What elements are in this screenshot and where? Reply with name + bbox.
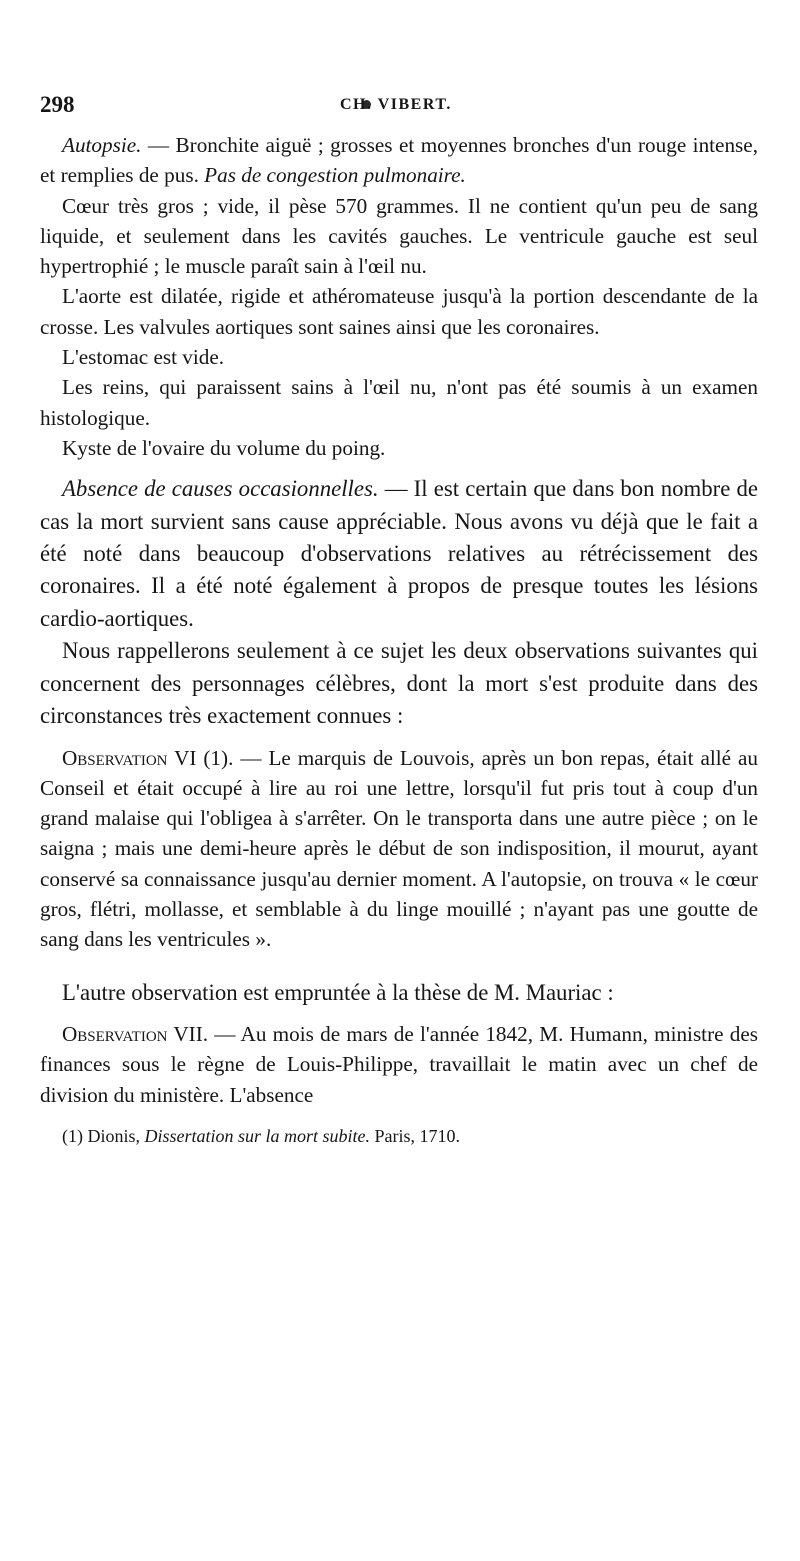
spacer [40,1009,758,1019]
paragraph-autopsie [40,130,758,191]
page-number: 298 [40,92,75,117]
paragraph-observation-vii [40,1019,758,1110]
observation-label: Observation VI (1). [62,745,234,770]
section-heading: Absence de causes occasionnelles. [62,476,379,502]
paragraph-autre-observation: L'autre observation est empruntée à la thèse de M. Mauriac : [62,979,614,1005]
footnote [40,1124,758,1148]
paragraph-absence-causes [40,473,758,635]
observation-label: Observation VII. [62,1022,209,1046]
footnote-number: (1) [62,1125,83,1146]
paragraph-coeur: Cœur très gros ; vide, il pèse 570 grammes. Il ne contient qu'un peu de sang liquide, et seulement dans les cavités gauches. Le ventricule gauche est seul hypertrophié ; le muscle paraît sain à l'œil nu. [40,193,758,279]
paragraph-text: — Il est certain que dans bon nombre de cas la mort survient sans cause appréciable. Nous avons vu déjà que le fait a été noté dans beaucoup d'observations relatives au rétrécissement des coronaires. Il a été noté également à propos de presque toutes les lésions cardio-aortiques. [40,476,759,631]
paragraph-italic-tail: Pas de congestion pulmonaire. [204,163,466,188]
footnote-rest: Paris, 1710. [374,1125,461,1146]
paragraph-text: — Le marquis de Louvois, après un bon repas, était allé au Conseil et était occupé à lire au roi une lettre, lorsqu'il fut pris tout à coup d'un grand malaise qui l'obligea à s'arrêter. On le transporta dans une autre pièce ; on le saigna ; mais une demi-heure après le début de son indisposition, il mourut, ayant conservé sa connaissance jusqu'au dernier moment. A l'autopsie, on trouva « le cœur gros, flétri, mollasse, et semblable à du linge mouillé ; n'ayant pas une goutte de sang dans les ventricules ». [40,745,758,952]
spacer [40,733,758,743]
footnote-author: Dionis, [87,1125,141,1146]
paragraph-estomac: L'estomac est vide. [62,345,225,370]
spacer [40,463,758,473]
running-head: CH. VIBERT. [340,96,452,113]
paragraph-aorte: L'aorte est dilatée, rigide et athéromateuse jusqu'à la portion descendante de la crosse. Les valvules aortiques sont saines ainsi que les coronaires. [40,284,758,339]
footnote-title: Dissertation sur la mort subite. [144,1125,371,1146]
spacer [40,955,758,977]
paragraph-reins: Les reins, qui paraissent sains à l'œil nu, n'ont pas été soumis à un examen histologique. [40,375,758,430]
book-page [0,92,800,1561]
paragraph-lead: Autopsie. [62,133,142,157]
page-header [40,92,758,130]
paragraph-kyste: Kyste de l'ovaire du volume du poing. [62,435,386,460]
body-text [40,130,758,1110]
paragraph-text: — Au mois de mars de l'année 1842, M. Humann, ministre des finances sous le règne de Louis-Philippe, travaillait le matin avec un chef de division du ministère. L'absence [40,1022,759,1107]
paragraph-observation-vi [40,743,758,955]
paragraph-text: — Bronchite aiguë ; grosses et moyennes bronches d'un rouge intense, et remplies de pus. [40,133,758,188]
paragraph-rappellerons: Nous rappellerons seulement à ce sujet les deux observations suivantes qui concernent des personnages célèbres, dont la mort s'est produite dans des circonstances très exactement connues : [40,638,758,729]
